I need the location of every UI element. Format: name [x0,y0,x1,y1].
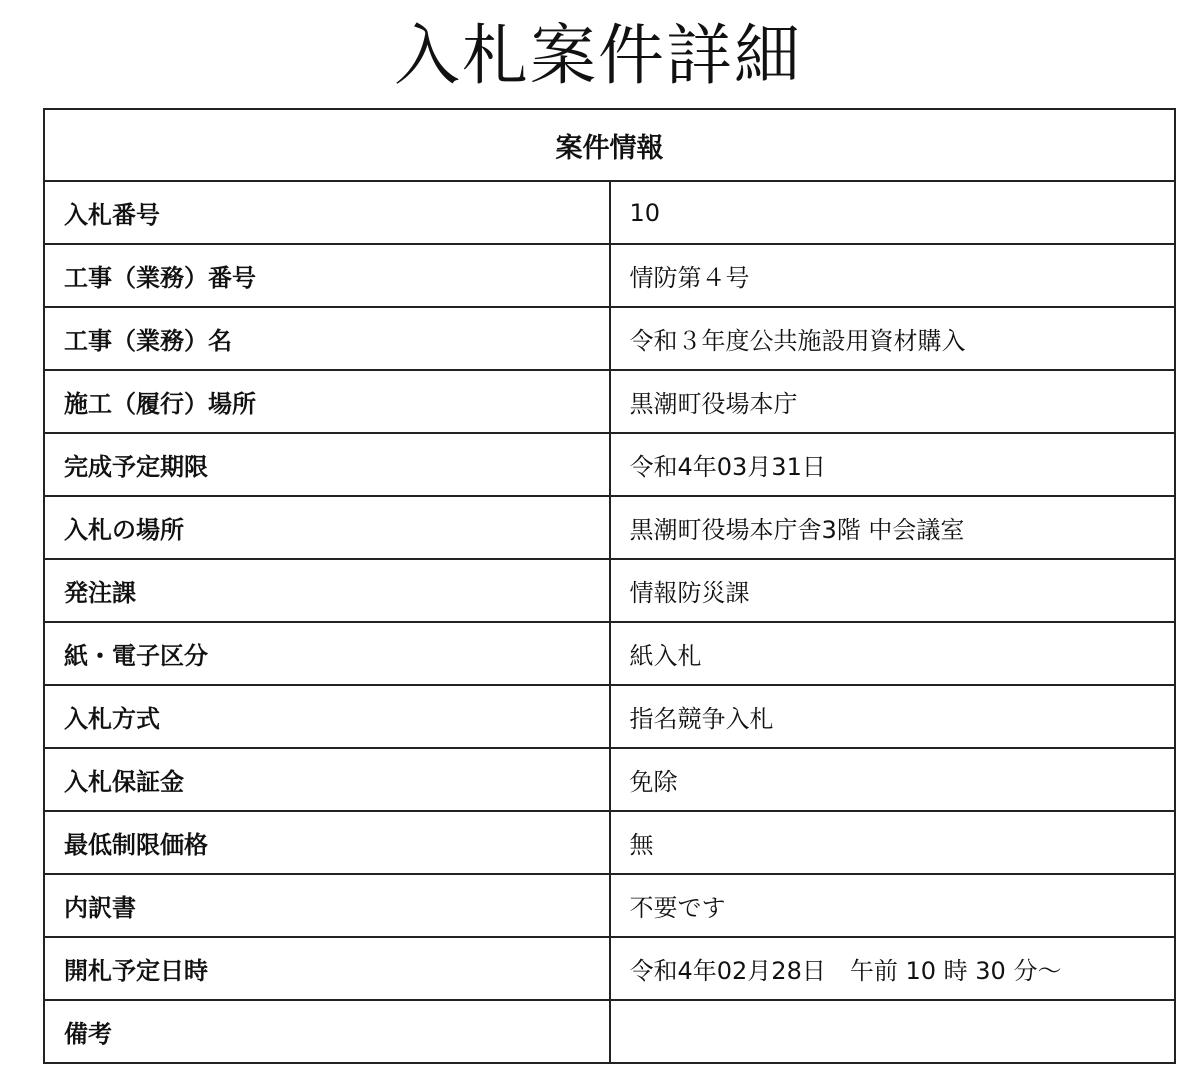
row-label: 入札保証金 [44,748,610,811]
table-row [44,811,1175,874]
row-value: 令和4年03月31日 [610,433,1176,496]
table-row [44,307,1175,370]
row-value: 無 [610,811,1176,874]
table-row [44,433,1175,496]
row-label: 工事（業務）番号 [44,244,610,307]
row-value [610,1000,1176,1063]
row-label: 入札番号 [44,181,610,244]
row-value: 令和4年02月28日 午前 10 時 30 分～ [610,937,1176,1000]
row-label: 内訳書 [44,874,610,937]
section-header: 案件情報 [44,109,1175,181]
table-row [44,748,1175,811]
table-row [44,622,1175,685]
row-value: 不要です [610,874,1176,937]
bid-info-table [43,108,1176,1064]
table-row [44,1000,1175,1063]
row-label: 発注課 [44,559,610,622]
row-label: 工事（業務）名 [44,307,610,370]
row-label: 入札の場所 [44,496,610,559]
row-value: 指名競争入札 [610,685,1176,748]
table-row [44,181,1175,244]
row-label: 入札方式 [44,685,610,748]
row-value: 令和３年度公共施設用資材購入 [610,307,1176,370]
table-row [44,370,1175,433]
table-row [44,244,1175,307]
page-title: 入札案件詳細 [394,17,802,94]
row-value: 情防第４号 [610,244,1176,307]
row-label: 施工（履行）場所 [44,370,610,433]
row-label: 備考 [44,1000,610,1063]
row-value: 黒潮町役場本庁 [610,370,1176,433]
row-label: 最低制限価格 [44,811,610,874]
table-header-row [44,109,1175,181]
row-value: 情報防災課 [610,559,1176,622]
row-value: 黒潮町役場本庁舎3階 中会議室 [610,496,1176,559]
row-label: 紙・電子区分 [44,622,610,685]
row-value: 10 [610,181,1176,244]
table-row [44,874,1175,937]
table-row [44,685,1175,748]
table-row [44,559,1175,622]
table-row [44,937,1175,1000]
row-value: 紙入札 [610,622,1176,685]
table-row [44,496,1175,559]
row-label: 開札予定日時 [44,937,610,1000]
row-value: 免除 [610,748,1176,811]
row-label: 完成予定期限 [44,433,610,496]
